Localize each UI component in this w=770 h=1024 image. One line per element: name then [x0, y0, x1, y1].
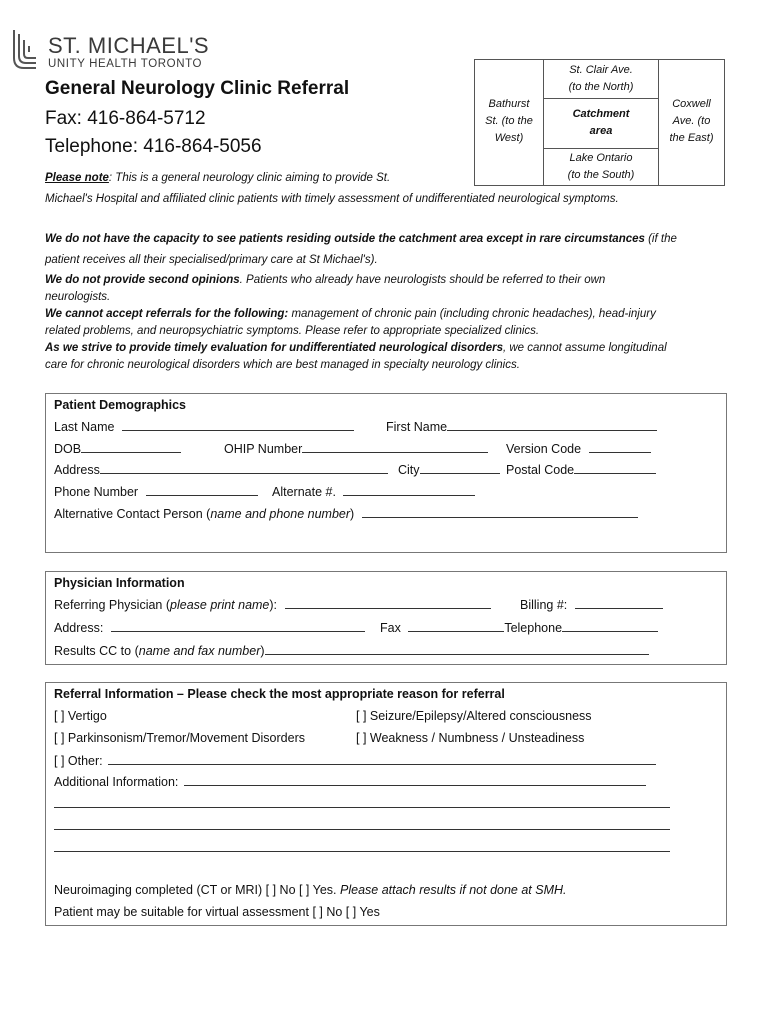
exclusion-policy-line-2: related problems, and neuropsychiatric symptoms. Please refer to appropriate specialized clinics.: [45, 325, 540, 337]
first-name-label: First Name: [386, 420, 448, 434]
parkinsonism-checkbox[interactable]: [ ] Parkinsonism/Tremor/Movement Disorders: [54, 731, 305, 745]
weakness-checkbox[interactable]: [ ] Weakness / Numbness / Unsteadiness: [356, 731, 585, 745]
physician-fax-field[interactable]: [408, 619, 504, 632]
physician-fax-label: Fax: [380, 621, 401, 635]
longitudinal-care-policy-line-2: care for chronic neurological disorders which are best managed in specialty neurology clinics.: [45, 359, 520, 371]
dob-label: DOB: [54, 442, 82, 456]
billing-field[interactable]: [575, 596, 663, 609]
billing-label: Billing #:: [520, 598, 568, 612]
first-name-field[interactable]: [447, 418, 657, 431]
patient-demographics-heading: Patient Demographics: [54, 398, 186, 412]
telephone-number: Telephone: 416-864-5056: [45, 136, 262, 157]
phone-number-label: Phone Number: [54, 485, 139, 499]
alternate-label: Alternate #.: [272, 485, 336, 499]
other-field[interactable]: [108, 752, 656, 765]
phone-number-field[interactable]: [146, 483, 258, 496]
st-michaels-logo-icon: [10, 28, 40, 72]
seizure-checkbox[interactable]: [ ] Seizure/Epilepsy/Altered consciousness: [356, 709, 592, 723]
physician-address-field[interactable]: [111, 619, 365, 632]
address-field[interactable]: [100, 461, 388, 474]
other-checkbox[interactable]: [ ] Other:: [54, 754, 103, 768]
catchment-label: Catchment: [572, 108, 630, 120]
west-boundary: Bathurst: [488, 98, 530, 110]
additional-info-line[interactable]: [54, 817, 670, 830]
ohip-label: OHIP Number: [224, 442, 303, 456]
alt-contact-field[interactable]: [362, 505, 638, 518]
alternate-field[interactable]: [343, 483, 475, 496]
patient-demographics-section: [45, 393, 727, 553]
referral-information-heading: Referral Information – Please check the most appropriate reason for referral: [54, 687, 505, 701]
dob-field[interactable]: [81, 440, 181, 453]
south-boundary: Lake Ontario: [569, 152, 633, 164]
exclusion-policy: We cannot accept referrals for the following: management of chronic pain (including chronic headaches), head-injury: [45, 308, 656, 320]
physician-address-label: Address:: [54, 621, 104, 635]
please-note: Please note: This is a general neurology clinic aiming to provide St.: [45, 172, 391, 184]
referring-physician-label: Referring Physician (please print name):: [54, 598, 278, 612]
form-title: General Neurology Clinic Referral: [45, 78, 350, 99]
neuroimaging-question[interactable]: Neuroimaging completed (CT or MRI) [ ] No [ ] Yes. Please attach results if not done at SMH.: [54, 883, 567, 897]
north-boundary: St. Clair Ave.: [569, 64, 633, 76]
east-boundary: Coxwell: [672, 98, 711, 110]
ohip-field[interactable]: [302, 440, 488, 453]
results-cc-field[interactable]: [265, 642, 649, 655]
postal-code-field[interactable]: [574, 461, 656, 474]
virtual-assessment-question[interactable]: Patient may be suitable for virtual assessment [ ] No [ ] Yes: [54, 905, 380, 919]
version-code-field[interactable]: [589, 440, 651, 453]
longitudinal-care-policy: As we strive to provide timely evaluation for undifferentiated neurological disorders, we cannot assume longitudinal: [45, 342, 667, 354]
additional-info-label: Additional Information:: [54, 775, 179, 789]
second-opinion-policy: We do not provide second opinions. Patients who already have neurologists should be referred to their own: [45, 274, 606, 286]
additional-info-line[interactable]: [54, 839, 670, 852]
referring-physician-field[interactable]: [285, 596, 491, 609]
second-opinion-policy-line-2: neurologists.: [45, 291, 111, 303]
last-name-label: Last Name: [54, 420, 115, 434]
physician-information-heading: Physician Information: [54, 576, 185, 590]
city-field[interactable]: [420, 461, 500, 474]
city-label: City: [398, 463, 420, 477]
additional-info-line[interactable]: [54, 795, 670, 808]
vertigo-checkbox[interactable]: [ ] Vertigo: [54, 709, 107, 723]
note-line-2: Michael's Hospital and affiliated clinic patients with timely assessment of undifferentiated neurological symptoms.: [45, 193, 619, 205]
logo-subtitle: UNITY HEALTH TORONTO: [48, 58, 203, 70]
fax-number: Fax: 416-864-5712: [45, 108, 206, 129]
postal-code-label: Postal Code: [506, 463, 575, 477]
last-name-field[interactable]: [122, 418, 354, 431]
physician-information-section: [45, 571, 727, 665]
additional-info-field[interactable]: [184, 773, 646, 786]
physician-telephone-field[interactable]: [562, 619, 658, 632]
alt-contact-label: Alternative Contact Person (name and phone number): [54, 507, 355, 521]
results-cc-label: Results CC to (name and fax number): [54, 644, 265, 658]
address-label: Address: [54, 463, 100, 477]
catchment-area-map: St. Clair Ave. (to the North) Bathurst St. (to the West) Catchment area Coxwell Ave. (to the East) Lake Ontario (to the South): [474, 59, 725, 186]
physician-telephone-label: Telephone: [504, 621, 563, 635]
referral-information-section: [45, 682, 727, 926]
version-code-label: Version Code: [506, 442, 582, 456]
catchment-policy-line-2: patient receives all their specialised/primary care at St Michael's).: [45, 254, 378, 266]
logo-name: ST. MICHAEL'S: [48, 33, 210, 58]
catchment-policy: We do not have the capacity to see patients residing outside the catchment area except in rare circumstances (if the: [45, 233, 677, 245]
